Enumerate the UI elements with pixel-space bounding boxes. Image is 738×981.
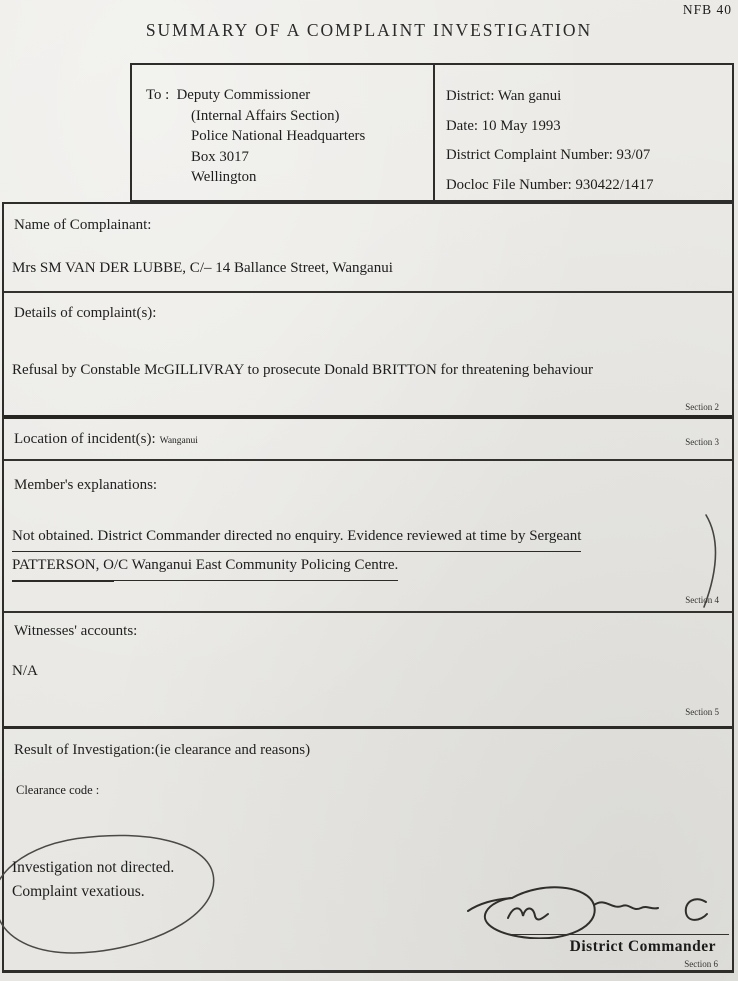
addressee-line: Box 3017 xyxy=(191,148,249,165)
member-explanations-line2: PATTERSON, O/C Wanganui East Community Policing Centre. xyxy=(12,552,398,581)
location-label xyxy=(14,431,198,448)
addressee-block xyxy=(132,65,435,200)
witnesses-label: Witnesses' accounts: xyxy=(14,623,138,639)
section-member-explanations xyxy=(4,461,732,613)
complainant-label: Name of Complainant: xyxy=(14,217,152,233)
location-value: Wanganui xyxy=(159,436,198,446)
page-title: SUMMARY OF A COMPLAINT INVESTIGATION xyxy=(145,20,593,40)
section-result xyxy=(4,729,732,975)
signatory-title: District Commander xyxy=(569,938,716,955)
location-label-text: Location of incident(s): xyxy=(14,431,156,447)
signature-line xyxy=(509,934,729,935)
result-annotation-line2: Complaint vexatious. xyxy=(12,883,145,900)
member-explanations-value xyxy=(12,523,581,581)
to-line xyxy=(146,85,433,106)
header-meta-block xyxy=(435,65,732,200)
section-witnesses xyxy=(4,613,732,729)
result-annotation xyxy=(12,856,174,904)
result-annotation-line1: Investigation not directed. xyxy=(12,859,175,876)
addressee-line: Wellington xyxy=(191,169,257,185)
signature-scrawl xyxy=(464,877,732,939)
section-3-tag: Section 3 xyxy=(685,437,719,447)
section-6-tag: Section 6 xyxy=(684,959,718,969)
details-label: Details of complaint(s): xyxy=(14,305,157,321)
section-4-tag: Section 4 xyxy=(685,595,719,605)
section-2-tag: Section 2 xyxy=(685,402,719,412)
header-box xyxy=(130,63,734,202)
date-field: Date: 10 May 1993 xyxy=(446,117,561,134)
witnesses-value: N/A xyxy=(12,663,38,679)
result-label: Result of Investigation:(ie clearance and reasons) xyxy=(14,742,311,758)
section-location xyxy=(4,419,732,461)
section-5-tag: Section 5 xyxy=(685,707,719,717)
district-complaint-number-field: District Complaint Number: 93/07 xyxy=(446,147,651,163)
member-explanations-line1: Not obtained. District Commander directed no enquiry. Evidence reviewed at time by Sergeant xyxy=(12,523,581,552)
details-value: Refusal by Constable McGILLIVRAY to prosecute Donald BRITTON for threatening behaviour xyxy=(12,362,593,378)
section-details xyxy=(4,293,732,419)
addressee-line: (Internal Affairs Section) xyxy=(191,107,340,124)
double-underline-mark xyxy=(12,581,114,582)
section-complainant xyxy=(4,204,732,293)
member-explanations-label: Member's explanations: xyxy=(14,477,158,493)
to-label: To : xyxy=(146,87,170,103)
district-field: District: Wan ganui xyxy=(446,88,562,104)
addressee-line: Police National Headquarters xyxy=(191,128,366,144)
form-code: NFB 40 xyxy=(682,2,732,17)
addressee-name: Deputy Commissioner xyxy=(176,87,311,103)
form-body-box xyxy=(2,202,734,973)
complainant-value: Mrs SM VAN DER LUBBE, C/– 14 Ballance Street, Wanganui xyxy=(12,260,393,276)
docloc-file-number-field: Docloc File Number: 930422/1417 xyxy=(446,176,654,193)
clearance-code-label: Clearance code : xyxy=(16,783,100,797)
